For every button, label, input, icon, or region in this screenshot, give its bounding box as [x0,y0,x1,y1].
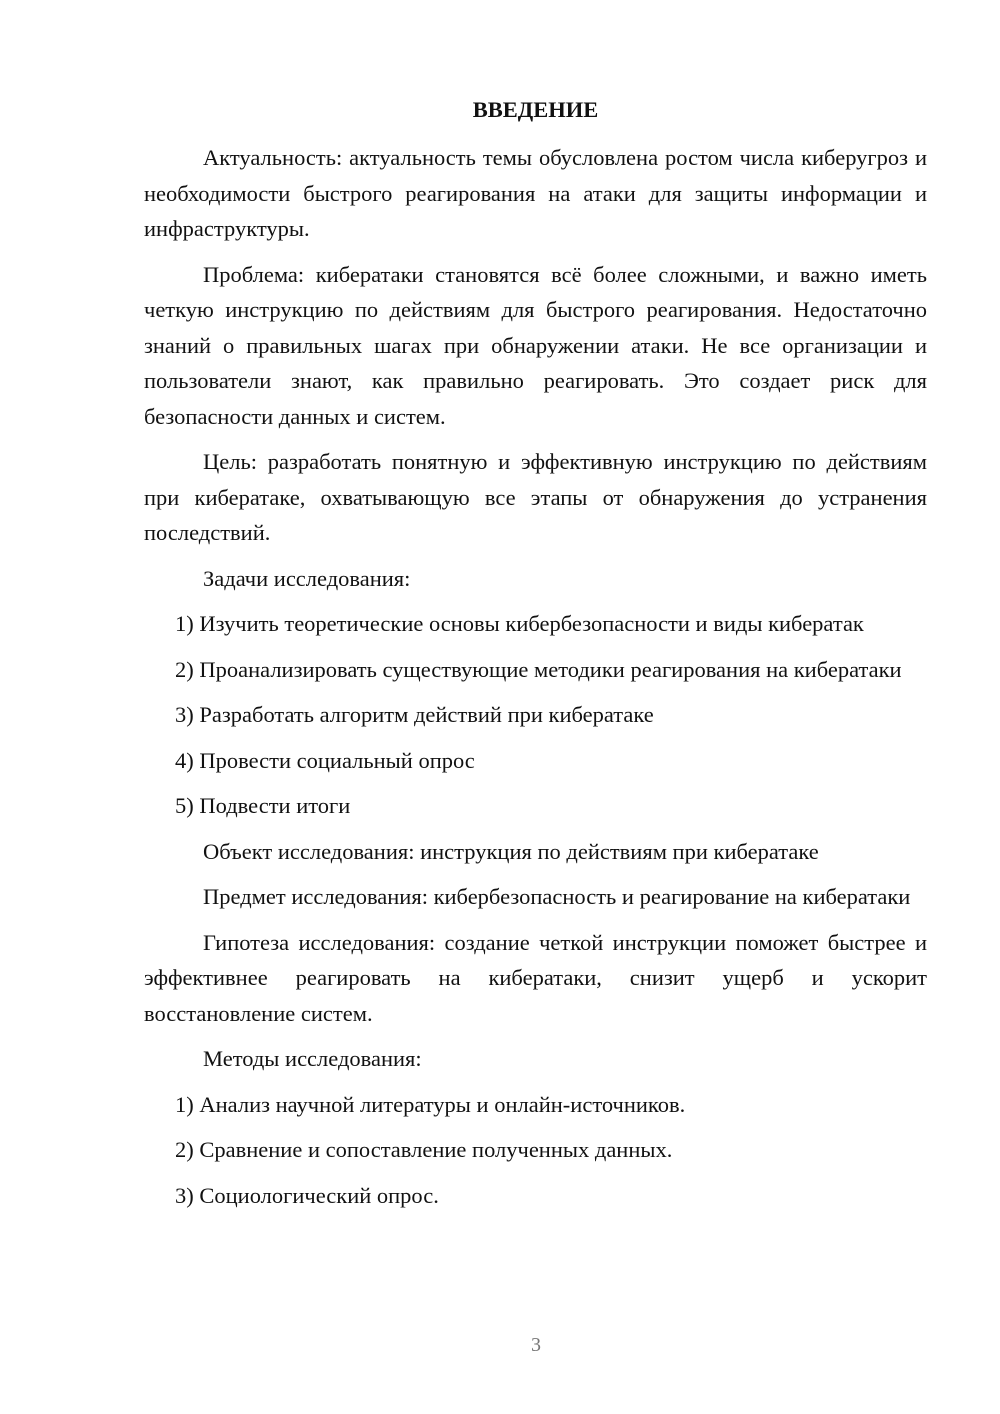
subject-paragraph: Предмет исследования: кибербезопасность и реагирование на кибератаки [203,884,911,909]
hypothesis-paragraph: Гипотеза исследования: создание четкой инструкции поможет быстрее и эффективнее реагировать на кибератаки, снизит ущерб и ускорит восстановление систем. [144,929,927,1026]
task-item: 3) Разработать алгоритм действий при кибератаке [175,702,654,727]
object-paragraph: Объект исследования: инструкция по действиям при кибератаке [203,838,819,864]
method-item: 2) Сравнение и сопоставление полученных данных. [175,1137,673,1162]
task-item: 1) Изучить теоретические основы кибербезопасности и виды кибератак [175,611,864,636]
methods-heading: Методы исследования: [203,1046,422,1071]
problem-paragraph: Проблема: кибератаки становятся всё более сложными, и важно иметь четкую инструкцию по действиям для быстрого реагирования. Недостаточно знаний о правильных шагах при обнаружении атаки. Не все организации и пользователи знают, как правильно реагировать. Это создает риск для безопасности данных и систем. [144,261,927,429]
method-item: 3) Социологический опрос. [175,1182,439,1208]
document-body [144,90,927,1223]
page-number: 3 [531,1334,541,1356]
tasks-heading: Задачи исследования: [203,565,411,591]
section-title: ВВЕДЕНИЕ [472,97,599,122]
task-item: 2) Проанализировать существующие методики реагирования на кибератаки [175,656,902,682]
goal-paragraph: Цель: разработать понятную и эффективную инструкцию по действиям при кибератаке, охватывающую все этапы от обнаружения до устранения последствий. [144,449,927,545]
method-item: 1) Анализ научной литературы и онлайн-источников. [175,1091,686,1117]
task-item: 5) Подвести итоги [175,793,351,818]
task-item: 4) Провести социальный опрос [175,747,475,773]
relevance-paragraph: Актуальность: актуальность темы обусловлена ростом числа киберугроз и необходимости быстрого реагирования на атаки для защиты информации и инфраструктуры. [144,145,927,241]
